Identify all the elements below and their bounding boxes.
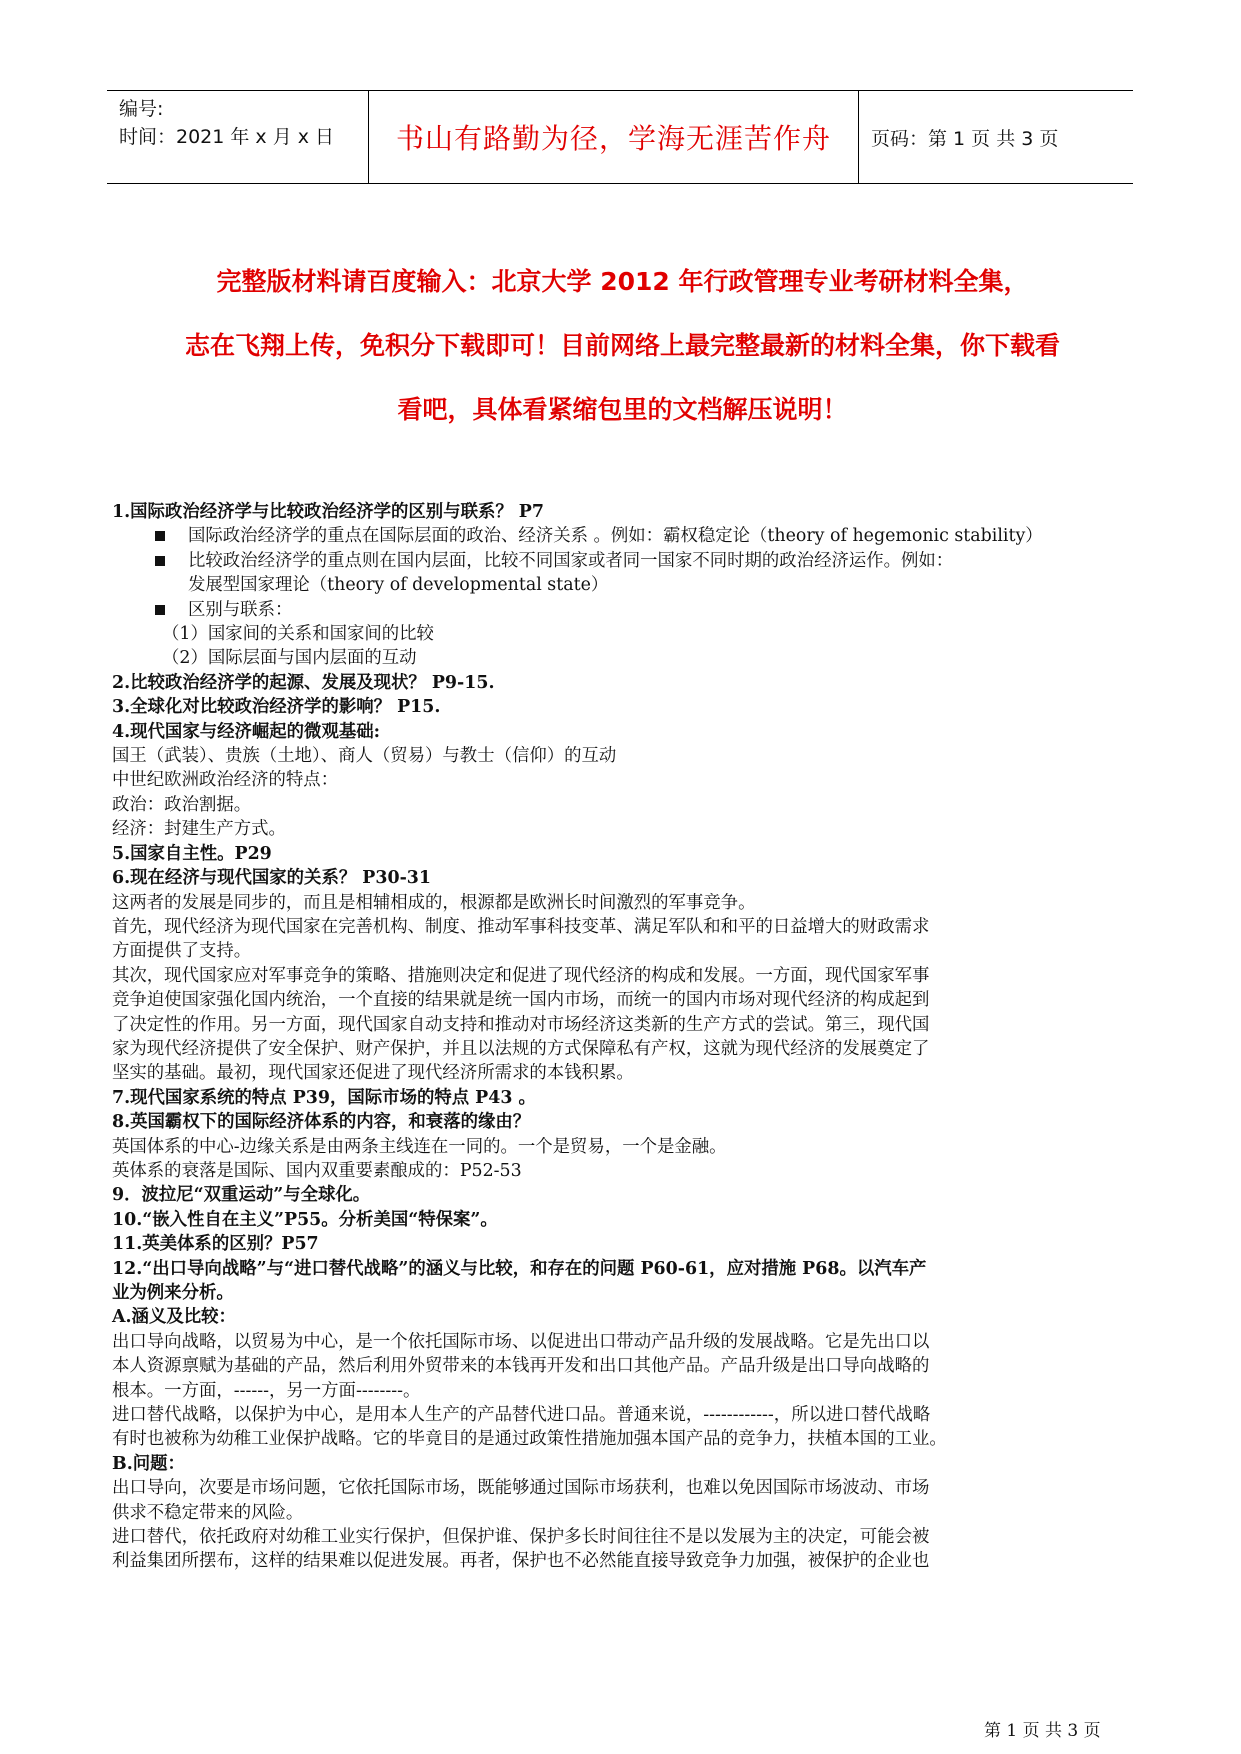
document-header bbox=[107, 90, 1133, 184]
banner-line-1: 完整版材料请百度输入：北京大学 2012 年行政管理专业考研材料全集， bbox=[216, 267, 1029, 296]
square-bullet-icon bbox=[155, 605, 165, 615]
paragraph-line: 坚实的基础。最初，现代国家还促进了现代经济所需求的本钱积累。 bbox=[112, 1063, 634, 1084]
paragraph-line: 本人资源禀赋为基础的产品，然后利用外贸带来的本钱再开发和出口其他产品。产品升级是出口导向战略的 bbox=[112, 1356, 930, 1377]
header-page-info: 页码：第 1 页 共 3 页 bbox=[871, 127, 1059, 150]
question-heading: 11.英美体系的区别？P57 bbox=[112, 1234, 319, 1255]
paragraph-line: 家为现代经济提供了安全保护、财产保护，并且以法规的方式保障私有产权，这就为现代经济的发展奠定了 bbox=[112, 1038, 930, 1059]
paragraph-line: 政治：政治割据。 bbox=[112, 794, 252, 815]
question-heading: 10.“嵌入性自在主义”P55。分析美国“特保案”。 bbox=[112, 1209, 498, 1230]
paragraph-line: 方面提供了支持。 bbox=[112, 941, 252, 962]
square-bullet-icon bbox=[155, 556, 165, 566]
paragraph-line: 竞争迫使国家强化国内统治，一个直接的结果就是统一国内市场，而统一的国内市场对现代经济的构成起到 bbox=[112, 990, 930, 1011]
question-heading: 4.现代国家与经济崛起的微观基础: bbox=[112, 721, 381, 742]
header-motto: 书山有路勤为径，学海无涯苦作舟 bbox=[369, 91, 859, 183]
paragraph-line: 供求不稳定带来的风险。 bbox=[112, 1502, 304, 1523]
header-left-cell bbox=[107, 91, 369, 183]
sub-item: （2）国际层面与国内层面的互动 bbox=[162, 648, 417, 669]
paragraph-line: 有时也被称为幼稚工业保护战略。它的毕竟目的是通过政策性措施加强本国产品的竞争力，扶植本国的工业。 bbox=[112, 1429, 947, 1450]
question-heading: 3.全球化对比较政治经济学的影响？ P15. bbox=[112, 697, 441, 718]
question-heading: 2.比较政治经济学的起源、发展及现状？ P9-15. bbox=[112, 672, 495, 693]
question-heading: 9．波拉尼“双重运动”与全球化。 bbox=[112, 1185, 371, 1206]
bullet-item bbox=[112, 549, 1134, 573]
paragraph-line: 首先，现代经济为现代国家在完善机构、制度、推动军事科技变革、满足军队和和平的日益增大的财政需求 bbox=[112, 916, 930, 937]
promo-banner bbox=[110, 250, 1135, 442]
bullet-continuation: 发展型国家理论（theory of developmental state） bbox=[188, 575, 609, 596]
banner-line-2: 志在飞翔上传，免积分下载即可！目前网络上最完整最新的材料全集，你下载看 bbox=[184, 331, 1060, 360]
paragraph-line: 英国体系的中心-边缘关系是由两条主线连在一同的。一个是贸易，一个是金融。 bbox=[112, 1136, 727, 1157]
paragraph-line: 利益集团所摆布，这样的结果难以促进发展。再者，保护也不必然能直接导致竞争力加强，被保护的企业也 bbox=[112, 1551, 930, 1572]
section-heading: B.问题： bbox=[112, 1453, 185, 1474]
question-heading: 业为例来分析。 bbox=[112, 1283, 234, 1303]
paragraph-line: 根本。一方面，------，另一方面--------。 bbox=[112, 1380, 421, 1401]
question-heading: 5.国家自主性。P29 bbox=[112, 843, 272, 864]
bullet-text: 比较政治经济学的重点则在国内层面，比较不同国家或者同一国家不同时期的政治经济运作。例如： bbox=[188, 550, 954, 571]
section-heading: A.涵义及比较： bbox=[112, 1307, 236, 1328]
paragraph-line: 中世纪欧洲政治经济的特点： bbox=[112, 770, 339, 791]
sub-item: （1）国家间的关系和国家间的比较 bbox=[162, 624, 434, 645]
question-heading: 8.英国霸权下的国际经济体系的内容，和衰落的缘由？ bbox=[112, 1112, 531, 1133]
bullet-item bbox=[112, 524, 1134, 548]
paragraph-line: 经济：封建生产方式。 bbox=[112, 819, 286, 840]
paragraph-line: 这两者的发展是同步的，而且是相辅相成的，根源都是欧洲长时间激烈的军事竞争。 bbox=[112, 892, 756, 913]
document-number-label: 编号: bbox=[119, 98, 164, 120]
document-time-label: 时间：2021 年 x 月 x 日 bbox=[119, 126, 335, 148]
bullet-item bbox=[112, 598, 1134, 622]
square-bullet-icon bbox=[155, 531, 165, 541]
paragraph-line: 了决定性的作用。另一方面，现代国家自动支持和推动对市场经济这类新的生产方式的尝试。第三，现代国 bbox=[112, 1014, 930, 1035]
question-heading: 12.“出口导向战略”与“进口替代战略”的涵义与比较，和存在的问题 P60-61，应对措施 P68。以汽车产 bbox=[112, 1258, 927, 1279]
paragraph-line: 进口替代战略，以保护为中心，是用本人生产的产品替代进口品。普通来说，------------，所以进口替代战略 bbox=[112, 1405, 931, 1426]
paragraph-line: 出口导向，次要是市场问题，它依托国际市场，既能够通过国际市场获利，也难以免因国际市场波动、市场 bbox=[112, 1478, 930, 1499]
page-footer: 第 1 页 共 3 页 bbox=[984, 1721, 1101, 1741]
paragraph-line: 国王（武装）、贵族（土地）、商人（贸易）与教士（信仰）的互动 bbox=[112, 746, 617, 767]
bullet-text: 区别与联系： bbox=[188, 599, 293, 620]
question-heading: 7.现代国家系统的特点 P39，国际市场的特点 P43 。 bbox=[112, 1087, 536, 1108]
question-heading: 6.现在经济与现代国家的关系？ P30-31 bbox=[112, 868, 431, 889]
banner-line-3: 看吧，具体看紧缩包里的文档解压说明！ bbox=[397, 395, 848, 424]
question-heading: 1.国际政治经济学与比较政治经济学的区别与联系？ P7 bbox=[112, 502, 544, 522]
paragraph-line: 进口替代，依托政府对幼稚工业实行保护，但保护谁、保护多长时间往往不是以发展为主的决定，可能会被 bbox=[112, 1527, 930, 1548]
bullet-text: 国际政治经济学的重点在国际层面的政治、经济关系 。例如：霸权稳定论（theory of hegemonic stability） bbox=[188, 526, 1043, 547]
paragraph-line: 其次，现代国家应对军事竞争的策略、措施则决定和促进了现代经济的构成和发展。一方面，现代国家军事 bbox=[112, 965, 930, 986]
document-body bbox=[112, 500, 1134, 1574]
paragraph-line: 出口导向战略，以贸易为中心，是一个依托国际市场、以促进出口带动产品升级的发展战略。它是先出口以 bbox=[112, 1331, 930, 1352]
paragraph-line: 英体系的衰落是国际、国内双重要素酿成的：P52-53 bbox=[112, 1160, 522, 1181]
